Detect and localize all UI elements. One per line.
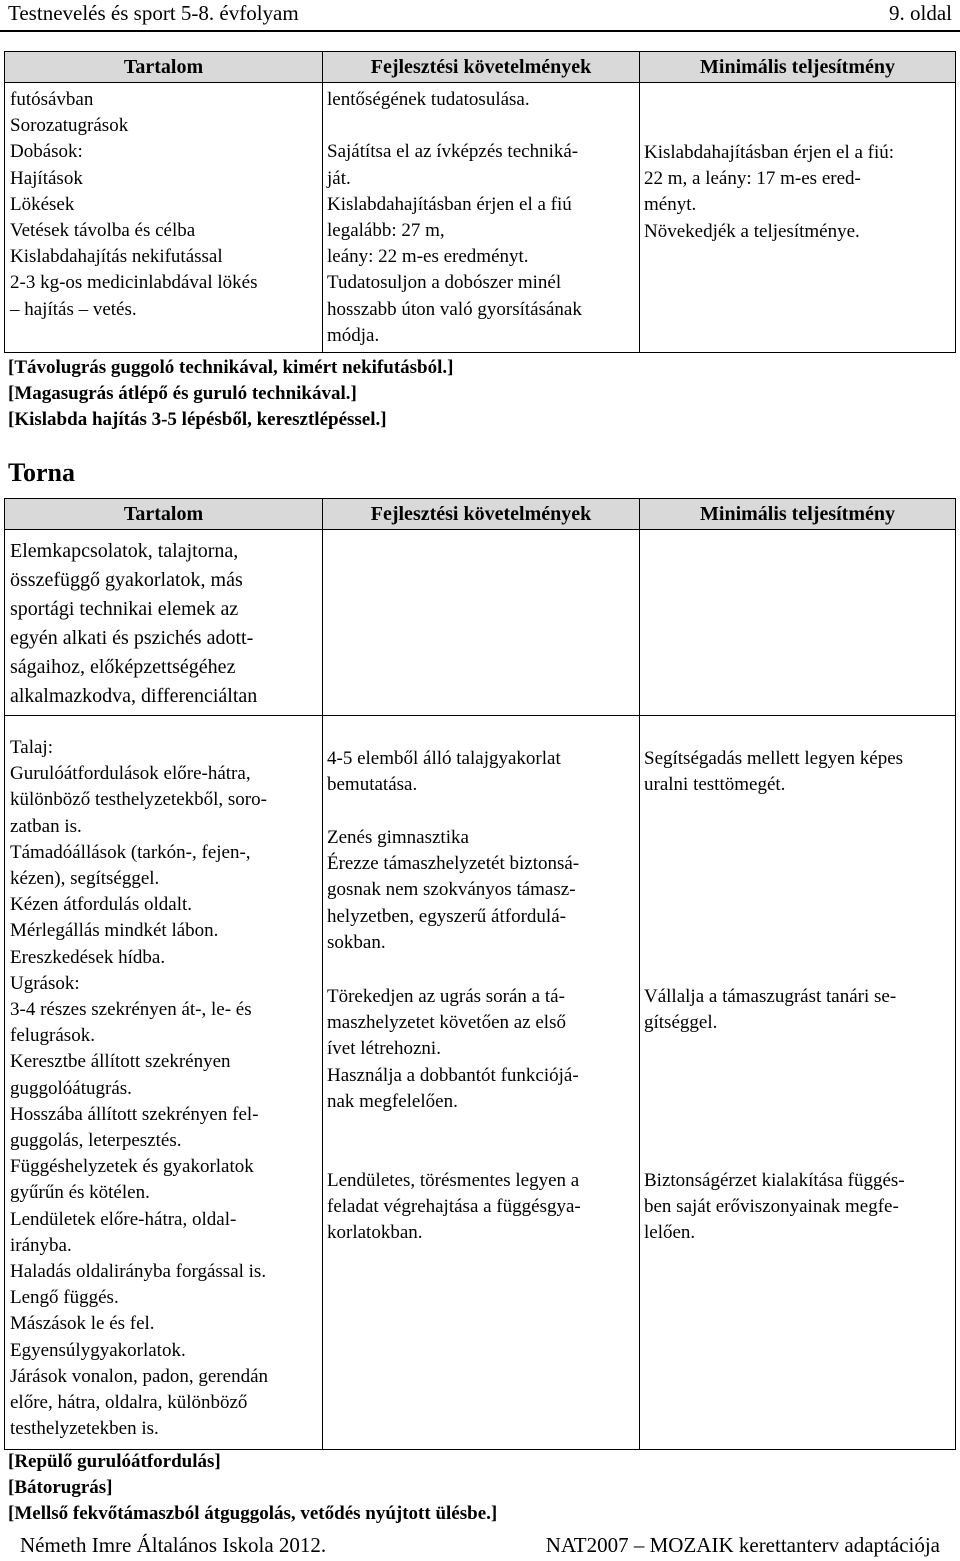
athletics-minimum-cell: Kislabdahajításban érjen el a fiú: 22 m, a leány: 17 m-es ered- ményt. Növekedjék a teljesítménye. <box>644 142 895 242</box>
section-title-torna: Torna <box>8 458 75 487</box>
torna-extra-item: [Bátorugrás] <box>8 1477 113 1498</box>
torna-minimum-floor: Segítségadás mellett legyen képes uralni testtömegét. <box>644 748 904 796</box>
header-divider <box>0 30 960 32</box>
row-divider <box>5 715 955 716</box>
athletics-content-cell: futósávban Sorozatugrások Dobások: Hajítások Lökések Vetések távolba és célba Kislabdahajítás nekifutással 2-3 kg-os medicinlabdával lökés – hajítás – vetés. <box>10 89 258 320</box>
torna-requirement-gymnastics: Zenés gimnasztika Érezze támaszhelyzetét biztonsá- gosnak nem szokványos támasz- helyzetben, egyszerű átfordulá- sokban. <box>327 827 580 953</box>
torna-intro-cell: Elemkapcsolatok, talajtorna, összefüggő gyakorlatok, más sportági technikai elemek az egyén alkati és pszichés adott- ságaihoz, előképzettségéhez alkalmazkodva, differenciáltan <box>10 540 258 707</box>
footer-curriculum: NAT2007 – MOZAIK kerettanterv adaptációja <box>545 1533 940 1557</box>
athletics-extra-item: [Kislabda hajítás 3-5 lépésből, keresztlépéssel.] <box>8 409 387 430</box>
table-header <box>5 499 955 530</box>
column-divider <box>639 52 640 352</box>
torna-content-cell: Talaj: Gurulóátfordulások előre-hátra, különböző testhelyzetekből, soro- zatban is. Támadóállások (tarkón-, fejen-, kézen), segítséggel. Kézen átfordulás oldalt. Mérlegállás mindkét lábon. Ereszkedések hídba. Ugrások: 3-4 részes szekrényen át-, le- és felugrások. Keresztbe állított szekrényen guggolóátugrás. Hosszába állított szekrényen fel- guggolás, leterpesztés. Függéshelyzetek és gyakorlatok gyűrűn és kötélen. Lendületek előre-hátra, oldal- irányba. Haladás oldalirányba forgással is. Lengő függés. Mászások le és fel. Egyensúlygyakorlatok. Járások vonalon, padon, gerendán előre, hátra, oldalra, különböző testhelyzetekben is. <box>10 737 269 1440</box>
column-header-requirements: Fejlesztési követelmények <box>370 56 592 78</box>
torna-requirement-floor: 4-5 elemből álló talajgyakorlat bemutatása. <box>327 748 561 796</box>
athletics-extra-item: [Távolugrás guggoló technikával, kimért nekifutásból.] <box>8 357 454 378</box>
athletics-extra-item: [Magasugrás átlépő és guruló technikával.] <box>8 383 357 404</box>
column-header-requirements: Fejlesztési követelmények <box>370 503 592 525</box>
athletics-requirements-cell: lentőségének tudatosulása. Sajátítsa el az ívképzés techniká- ját. Kislabdahajításban érjen el a fiú legalább: 27 m, leány: 22 m-es eredményt. Tudatosuljon a dobószer minél hosszabb úton való gyorsításának módja. <box>327 89 582 346</box>
column-divider <box>322 499 323 1449</box>
torna-minimum-vault: Vállalja a támaszugrást tanári se- gítséggel. <box>644 986 897 1034</box>
column-divider <box>639 499 640 1449</box>
column-header-content: Tartalom <box>123 56 204 78</box>
column-header-content: Tartalom <box>123 503 204 525</box>
torna-extra-item: [Repülő gurulóátfordulás] <box>8 1451 221 1472</box>
document-title: Testnevelés és sport 5-8. évfolyam <box>8 1 299 25</box>
column-header-minimum: Minimális teljesítmény <box>700 56 895 78</box>
page-number: 9. oldal <box>889 1 952 25</box>
athletics-table <box>4 51 956 353</box>
torna-table <box>4 498 956 1450</box>
torna-minimum-hanging: Biztonságérzet kialakítása függés- ben saját erőviszonyainak megfe- lelően. <box>644 1170 905 1244</box>
torna-requirement-hanging: Lendületes, törésmentes legyen a feladat végrehajtása a függésgya- korlatokban. <box>327 1170 581 1244</box>
column-header-minimum: Minimális teljesítmény <box>700 503 895 525</box>
table-header <box>5 52 955 83</box>
torna-extra-item: [Mellső fekvőtámaszból átguggolás, vetődés nyújtott ülésbe.] <box>8 1503 498 1524</box>
torna-requirement-vault: Törekedjen az ugrás során a tá- maszhelyzetet követően az első ívet létrehozni. Használja a dobbantót funkciójá- nak megfelelően. <box>327 986 579 1112</box>
column-divider <box>322 52 323 352</box>
footer-school: Németh Imre Általános Iskola 2012. <box>20 1533 327 1557</box>
